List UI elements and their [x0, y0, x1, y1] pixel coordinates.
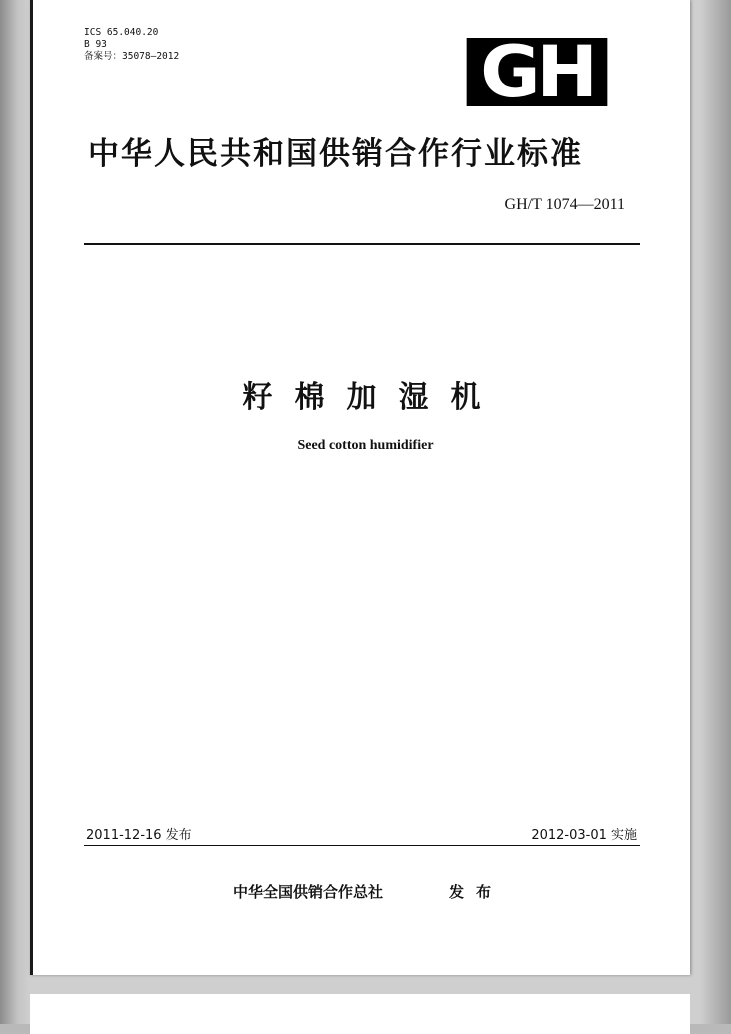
classification-block — [84, 27, 179, 63]
implementation-date: 2012-03-01 实施 — [531, 828, 637, 843]
standard-number: GH/T 1074—2011 — [504, 196, 625, 213]
document-title-chinese: 籽棉加湿机 — [242, 380, 503, 415]
header-divider — [84, 243, 640, 245]
ccs-code: B 93 — [84, 39, 107, 50]
document-title-english: Seed cotton humidifier — [297, 438, 434, 453]
publish-label: 发布 — [449, 883, 504, 901]
gh-logo: GH — [467, 38, 608, 106]
ics-code: ICS 65.040.20 — [84, 27, 159, 38]
next-page-preview[interactable] — [30, 994, 690, 1034]
publisher-name: 中华全国供销合作总社 — [233, 883, 384, 901]
issue-date: 2011-12-16 发布 — [86, 828, 192, 843]
standard-category-title: 中华人民共和国供销合作行业标准 — [88, 136, 583, 172]
record-number: 备案号：35078—2012 — [84, 51, 180, 62]
footer-divider — [84, 845, 640, 846]
page-left-edge — [30, 0, 33, 975]
